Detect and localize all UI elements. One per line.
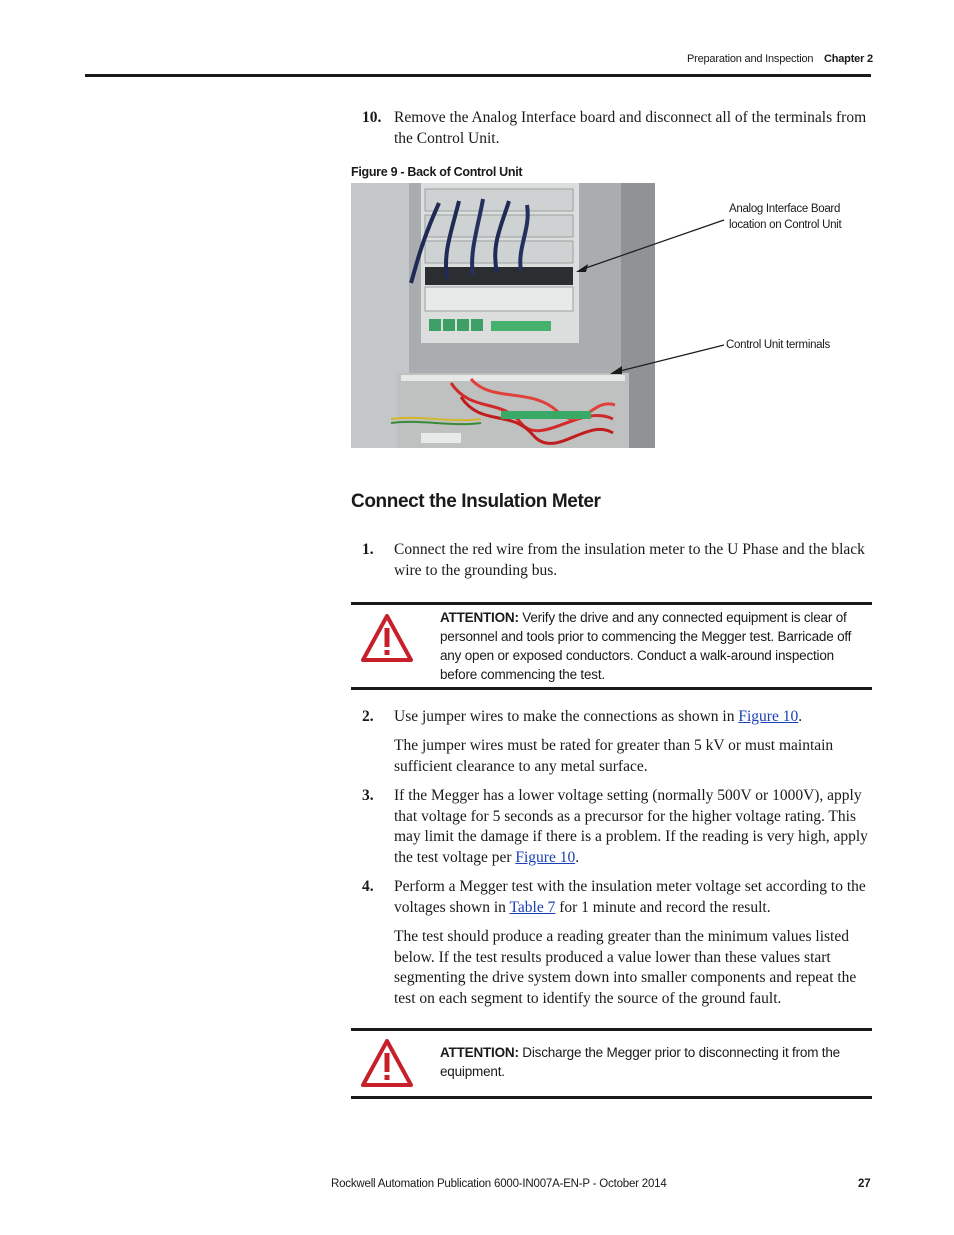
step-1 <box>362 540 872 581</box>
step-number: 10. <box>362 109 382 126</box>
step-number: 2. <box>362 708 374 725</box>
attention-text: ATTENTION: Verify the drive and any connected equipment is clear of personnel and tools prior to commencing the Megger test. Barricade off any open or exposed conductors. Conduct a walk-around inspection before commencing the test. <box>440 610 852 682</box>
table-7-link[interactable]: Table 7 <box>509 898 556 916</box>
attention-box-2 <box>351 1028 872 1099</box>
figure-10-link[interactable]: Figure 10 <box>515 848 576 866</box>
warning-triangle-icon <box>360 613 414 663</box>
step-number: 4. <box>362 878 374 895</box>
footer-publication: Rockwell Automation Publication 6000-IN007A-EN-P - October 2014 <box>331 1178 667 1190</box>
step-text: If the Megger has a lower voltage setting (normally 500V or 1000V), apply that voltage for 5 seconds as a precursor for the higher voltage rating. This may limit the damage if there is a problem. If the reading is very high, apply the test voltage per Figure 10. <box>394 787 868 866</box>
step-text: Use jumper wires to make the connections as shown in Figure 10. <box>394 708 803 725</box>
step-10 <box>362 108 872 149</box>
running-header-chapter: Chapter 2 <box>824 53 873 65</box>
step-4-note: The test should produce a reading greater than the minimum values listed below. If the test results produced a value lower than these values start segmenting the drive system down into smaller components and repeat the test on each segment to identify the source of the ground fault. <box>394 928 857 1007</box>
figure-10-link[interactable]: Figure 10 <box>738 708 799 725</box>
step-2-note: The jumper wires must be rated for greater than 5 kV or must maintain sufficient clearance to any metal surface. <box>394 737 834 775</box>
callout-analog-interface-board: Analog Interface Board location on Control Unit <box>729 203 842 231</box>
page-number: 27 <box>858 1178 871 1190</box>
step-number: 1. <box>362 541 374 558</box>
attention-label: ATTENTION: <box>440 1045 519 1060</box>
step-text: Remove the Analog Interface board and disconnect all of the terminals from the Control Unit. <box>394 109 867 147</box>
callout-leader-lines <box>560 210 730 380</box>
figure-caption: Figure 9 - Back of Control Unit <box>351 165 523 179</box>
attention-label: ATTENTION: <box>440 610 519 625</box>
attention-box-1 <box>351 602 872 690</box>
step-3 <box>362 786 872 868</box>
callout-control-unit-terminals: Control Unit terminals <box>726 339 830 351</box>
section-title: Connect the Insulation Meter <box>351 491 601 512</box>
step-text: Connect the red wire from the insulation meter to the U Phase and the black wire to the grounding bus. <box>394 541 865 579</box>
step-4 <box>362 877 872 918</box>
step-number: 3. <box>362 787 374 804</box>
running-header-section: Preparation and Inspection <box>687 53 814 65</box>
warning-triangle-icon <box>360 1038 414 1088</box>
header-rule <box>85 74 871 77</box>
step-text: Perform a Megger test with the insulation meter voltage set according to the voltages shown in Table 7 for 1 minute and record the result. <box>394 878 866 916</box>
attention-text: ATTENTION: Discharge the Megger prior to disconnecting it from the equipment. <box>440 1045 840 1079</box>
step-2 <box>362 707 872 728</box>
